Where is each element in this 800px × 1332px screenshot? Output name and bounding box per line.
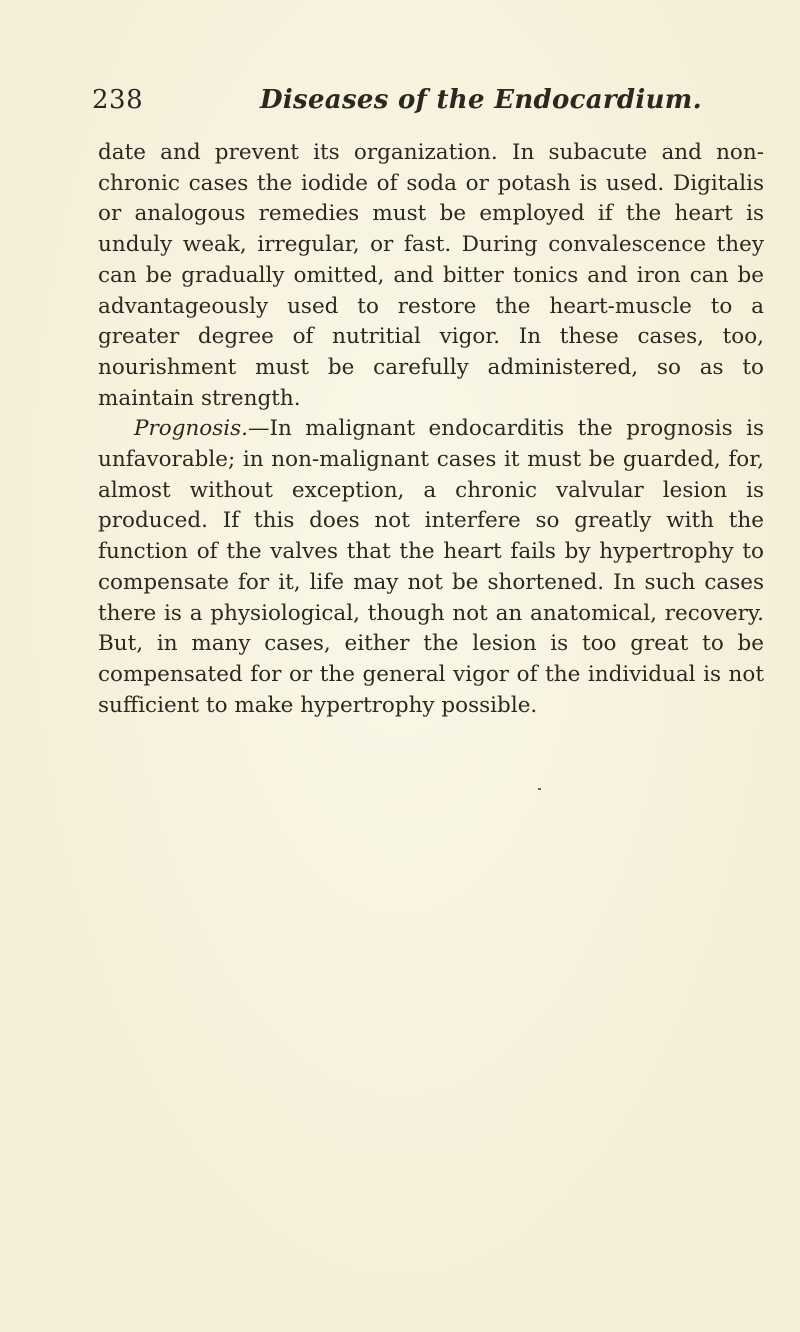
page-number: 238 xyxy=(92,85,144,115)
running-title: Diseases of the Endocardium. xyxy=(260,85,702,115)
ink-speck xyxy=(538,788,541,790)
paragraph-prognosis xyxy=(98,414,764,721)
body-text xyxy=(98,138,764,721)
prognosis-text: —In malignant endocarditis the prognosis is unfavorable; in non-malignant cases it must be guarded, for, almost without exception, a chronic valvular lesion is produced. If this does not interfere so greatly with the function of the valves that the heart fails by hypertrophy to compensate for it, life may not be shortened. In such cases there is a physiological, though not an anatomical, recovery. But, in many cases, either the lesion is too great to be compensated for or the general vigor of the individual is not sufficient to make hypertrophy possible. xyxy=(98,416,764,718)
paragraph-treatment: date and prevent its organization. In subacute and non-chronic cases the iodide of soda or potash is used. Digitalis or analogous remedies must be employed if the heart is unduly weak, irregular, or fast. During convalescence they can be gradually omitted, and bitter tonics and iron can be advantageously used to restore the heart-muscle to a greater degree of nutritial vigor. In these cases, too, nourishment must be carefully administered, so as to maintain strength. xyxy=(98,140,764,411)
prognosis-heading: Prognosis. xyxy=(134,416,249,442)
page-header xyxy=(92,80,732,120)
